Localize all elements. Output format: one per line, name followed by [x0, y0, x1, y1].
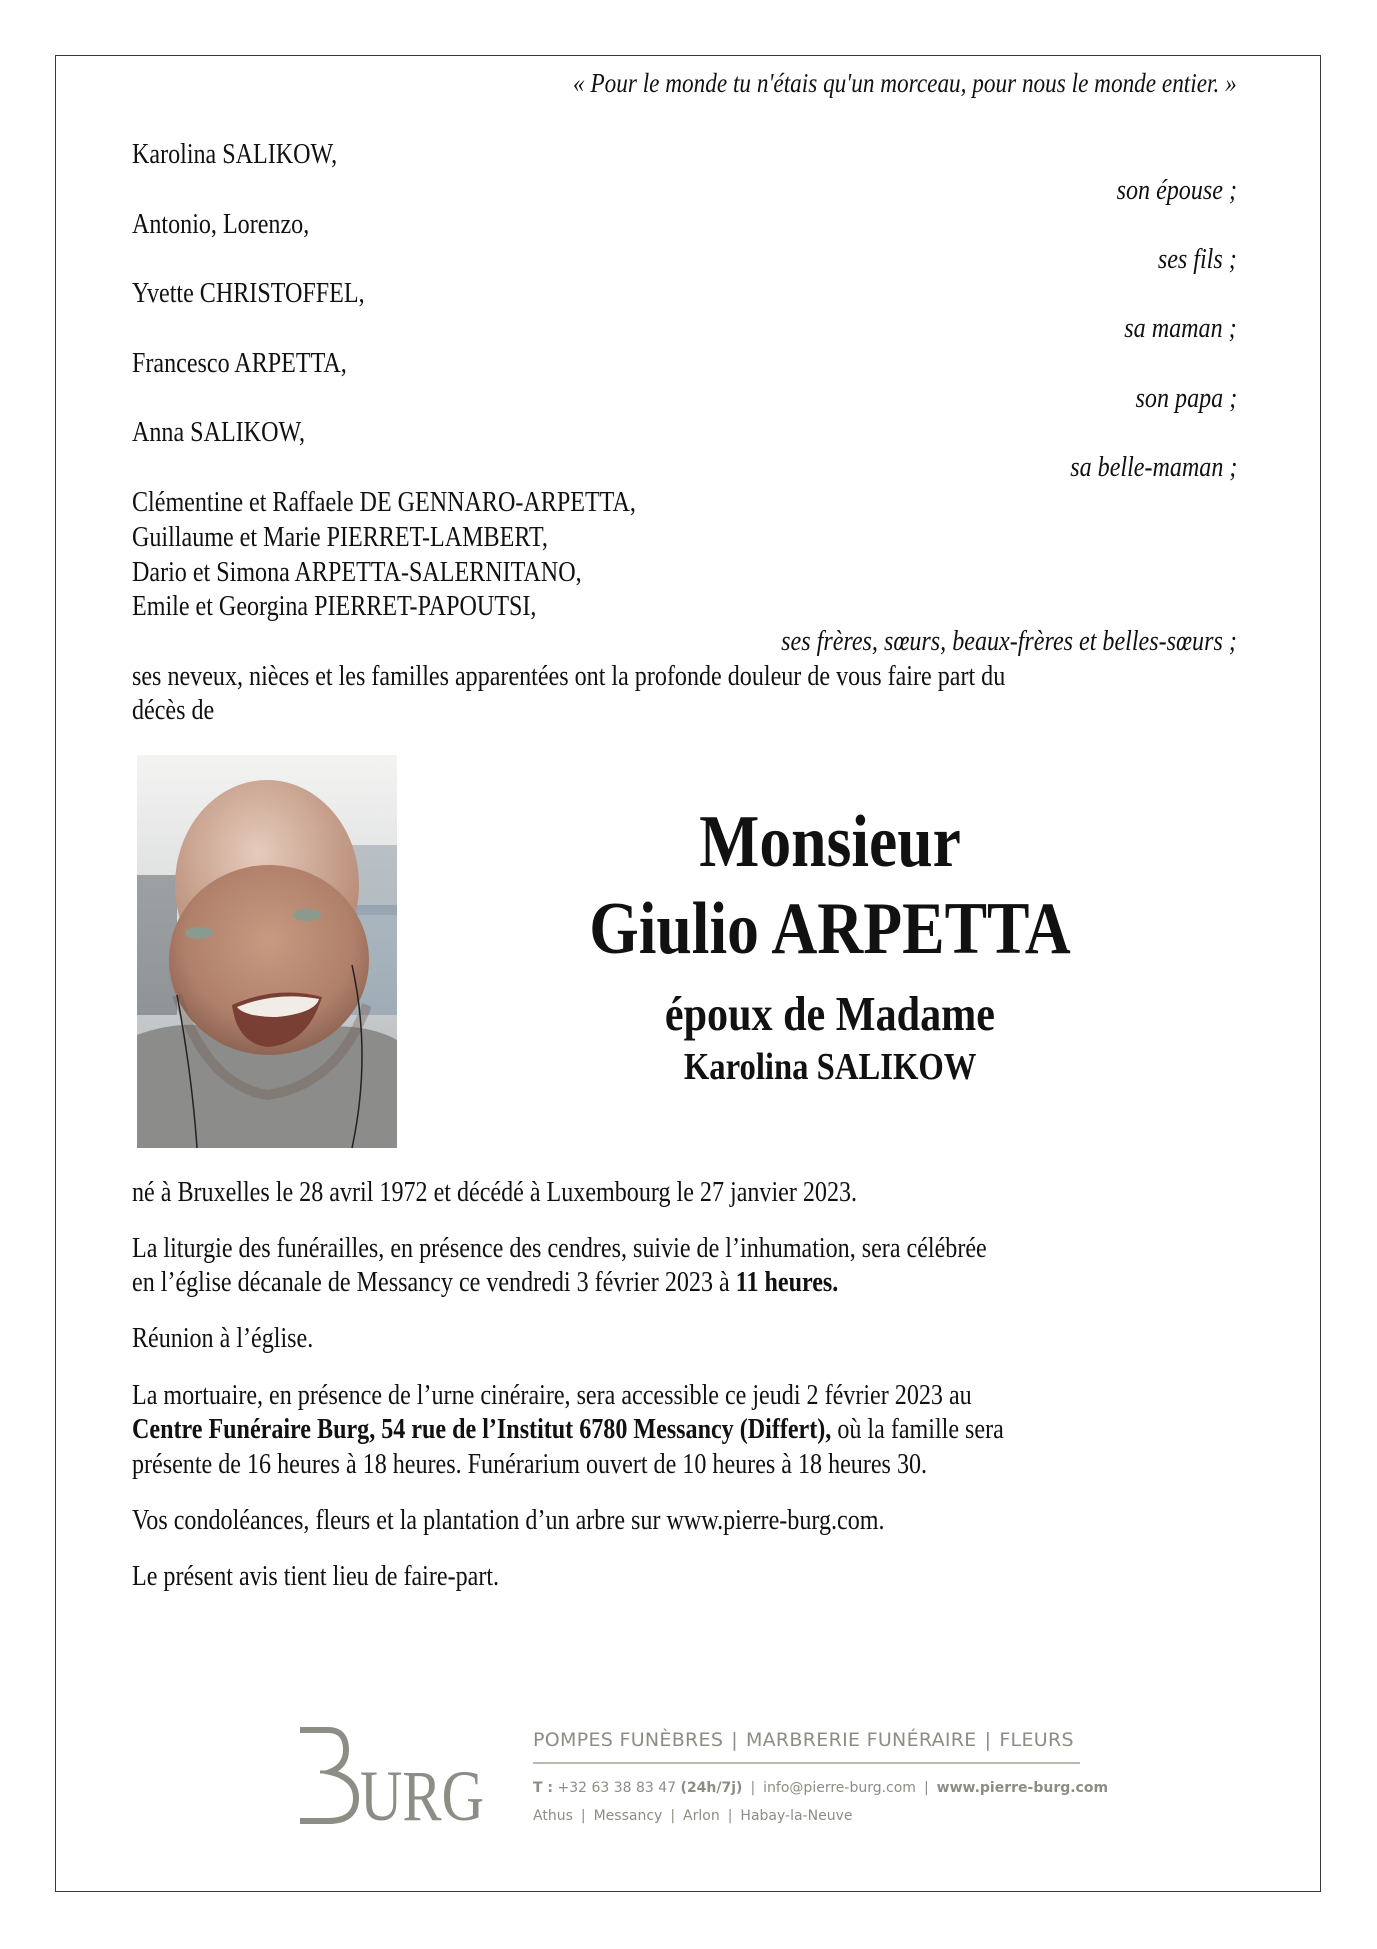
- sibling-line: Clémentine et Raffaele DE GENNARO-ARPETTA,: [132, 487, 636, 518]
- notice-text: Le présent avis tient lieu de faire-part.: [132, 1561, 500, 1592]
- liturgy-time: 11 heures.: [735, 1267, 839, 1298]
- footer-website[interactable]: www.pierre-burg.com: [936, 1780, 1109, 1796]
- spouse-intro: époux de Madame: [664, 986, 996, 1041]
- footer-email[interactable]: info@pierre-burg.com: [763, 1780, 916, 1796]
- deceased-title: Monsieur: [699, 801, 961, 883]
- family-relation: son papa ;: [1135, 383, 1237, 414]
- condolences-text: Vos condoléances, fleurs et la plantation d’un arbre sur www.pierre-burg.com.: [132, 1505, 885, 1536]
- mortuary-text: Centre Funéraire Burg, 54 rue de l’Institut 6780 Messancy (Differt), où la famille sera: [132, 1414, 1004, 1445]
- family-name: Anna SALIKOW,: [132, 417, 306, 448]
- announcement: ses neveux, nièces et les familles apparentées ont la profonde douleur de vous faire part du: [132, 661, 1006, 692]
- burg-logo-mark: [298, 1728, 488, 1836]
- mortuary-text: La mortuaire, en présence de l’urne cinéraire, sera accessible ce jeudi 2 février 2023 au: [132, 1380, 972, 1411]
- sibling-line: Guillaume et Marie PIERRET-LAMBERT,: [132, 522, 548, 553]
- meeting-text: Réunion à l’église.: [132, 1323, 314, 1354]
- liturgy-text: La liturgie des funérailles, en présence des cendres, suivie de l’inhumation, sera célébrée: [132, 1233, 987, 1264]
- family-name: Antonio, Lorenzo,: [132, 209, 310, 240]
- portrait-photo: [137, 755, 397, 1148]
- family-relation: ses fils ;: [1158, 244, 1237, 275]
- epigraph: « Pour le monde tu n'étais qu'un morceau, pour nous le monde entier. »: [573, 68, 1237, 98]
- deceased-name: Giulio ARPETTA: [589, 888, 1071, 970]
- birth-death-text: né à Bruxelles le 28 avril 1972 et décédé à Luxembourg le 27 janvier 2023.: [132, 1177, 858, 1208]
- burg-logo: [298, 1728, 488, 1836]
- family-relation: sa maman ;: [1124, 313, 1237, 344]
- footer-locations: Athus | Messancy | Arlon | Habay-la-Neuve: [533, 1808, 853, 1824]
- family-name: Francesco ARPETTA,: [132, 348, 347, 379]
- family-relation: son épouse ;: [1116, 175, 1237, 206]
- burg-logo-text: URG: [360, 1756, 484, 1836]
- footer-divider: [533, 1762, 1080, 1764]
- family-name: Yvette CHRISTOFFEL,: [132, 278, 365, 309]
- mortuary-place: Centre Funéraire Burg, 54 rue de l’Institut 6780 Messancy (Differt),: [132, 1414, 832, 1445]
- footer-services: POMPES FUNÈBRES | MARBRERIE FUNÉRAIRE | FLEURS: [533, 1729, 1074, 1751]
- siblings-relation: ses frères, sœurs, beaux-frères et belles-sœurs ;: [781, 626, 1237, 657]
- family-relation: sa belle-maman ;: [1069, 452, 1237, 483]
- footer-contact: T : +32 63 38 83 47 (24h/7j) | info@pierre-burg.com | www.pierre-burg.com: [533, 1780, 1109, 1796]
- spouse-name: Karolina SALIKOW: [683, 1046, 977, 1088]
- portrait-image: [137, 755, 397, 1148]
- sibling-line: Emile et Georgina PIERRET-PAPOUTSI,: [132, 591, 537, 622]
- liturgy-text: en l’église décanale de Messancy ce vendredi 3 février 2023 à 11 heures.: [132, 1267, 839, 1298]
- footer-phone[interactable]: +32 63 38 83 47: [557, 1780, 677, 1796]
- announcement: décès de: [132, 695, 215, 726]
- family-name: Karolina SALIKOW,: [132, 139, 338, 170]
- sibling-line: Dario et Simona ARPETTA-SALERNITANO,: [132, 557, 582, 588]
- mortuary-text: présente de 16 heures à 18 heures. Funérarium ouvert de 10 heures à 18 heures 30.: [132, 1449, 928, 1480]
